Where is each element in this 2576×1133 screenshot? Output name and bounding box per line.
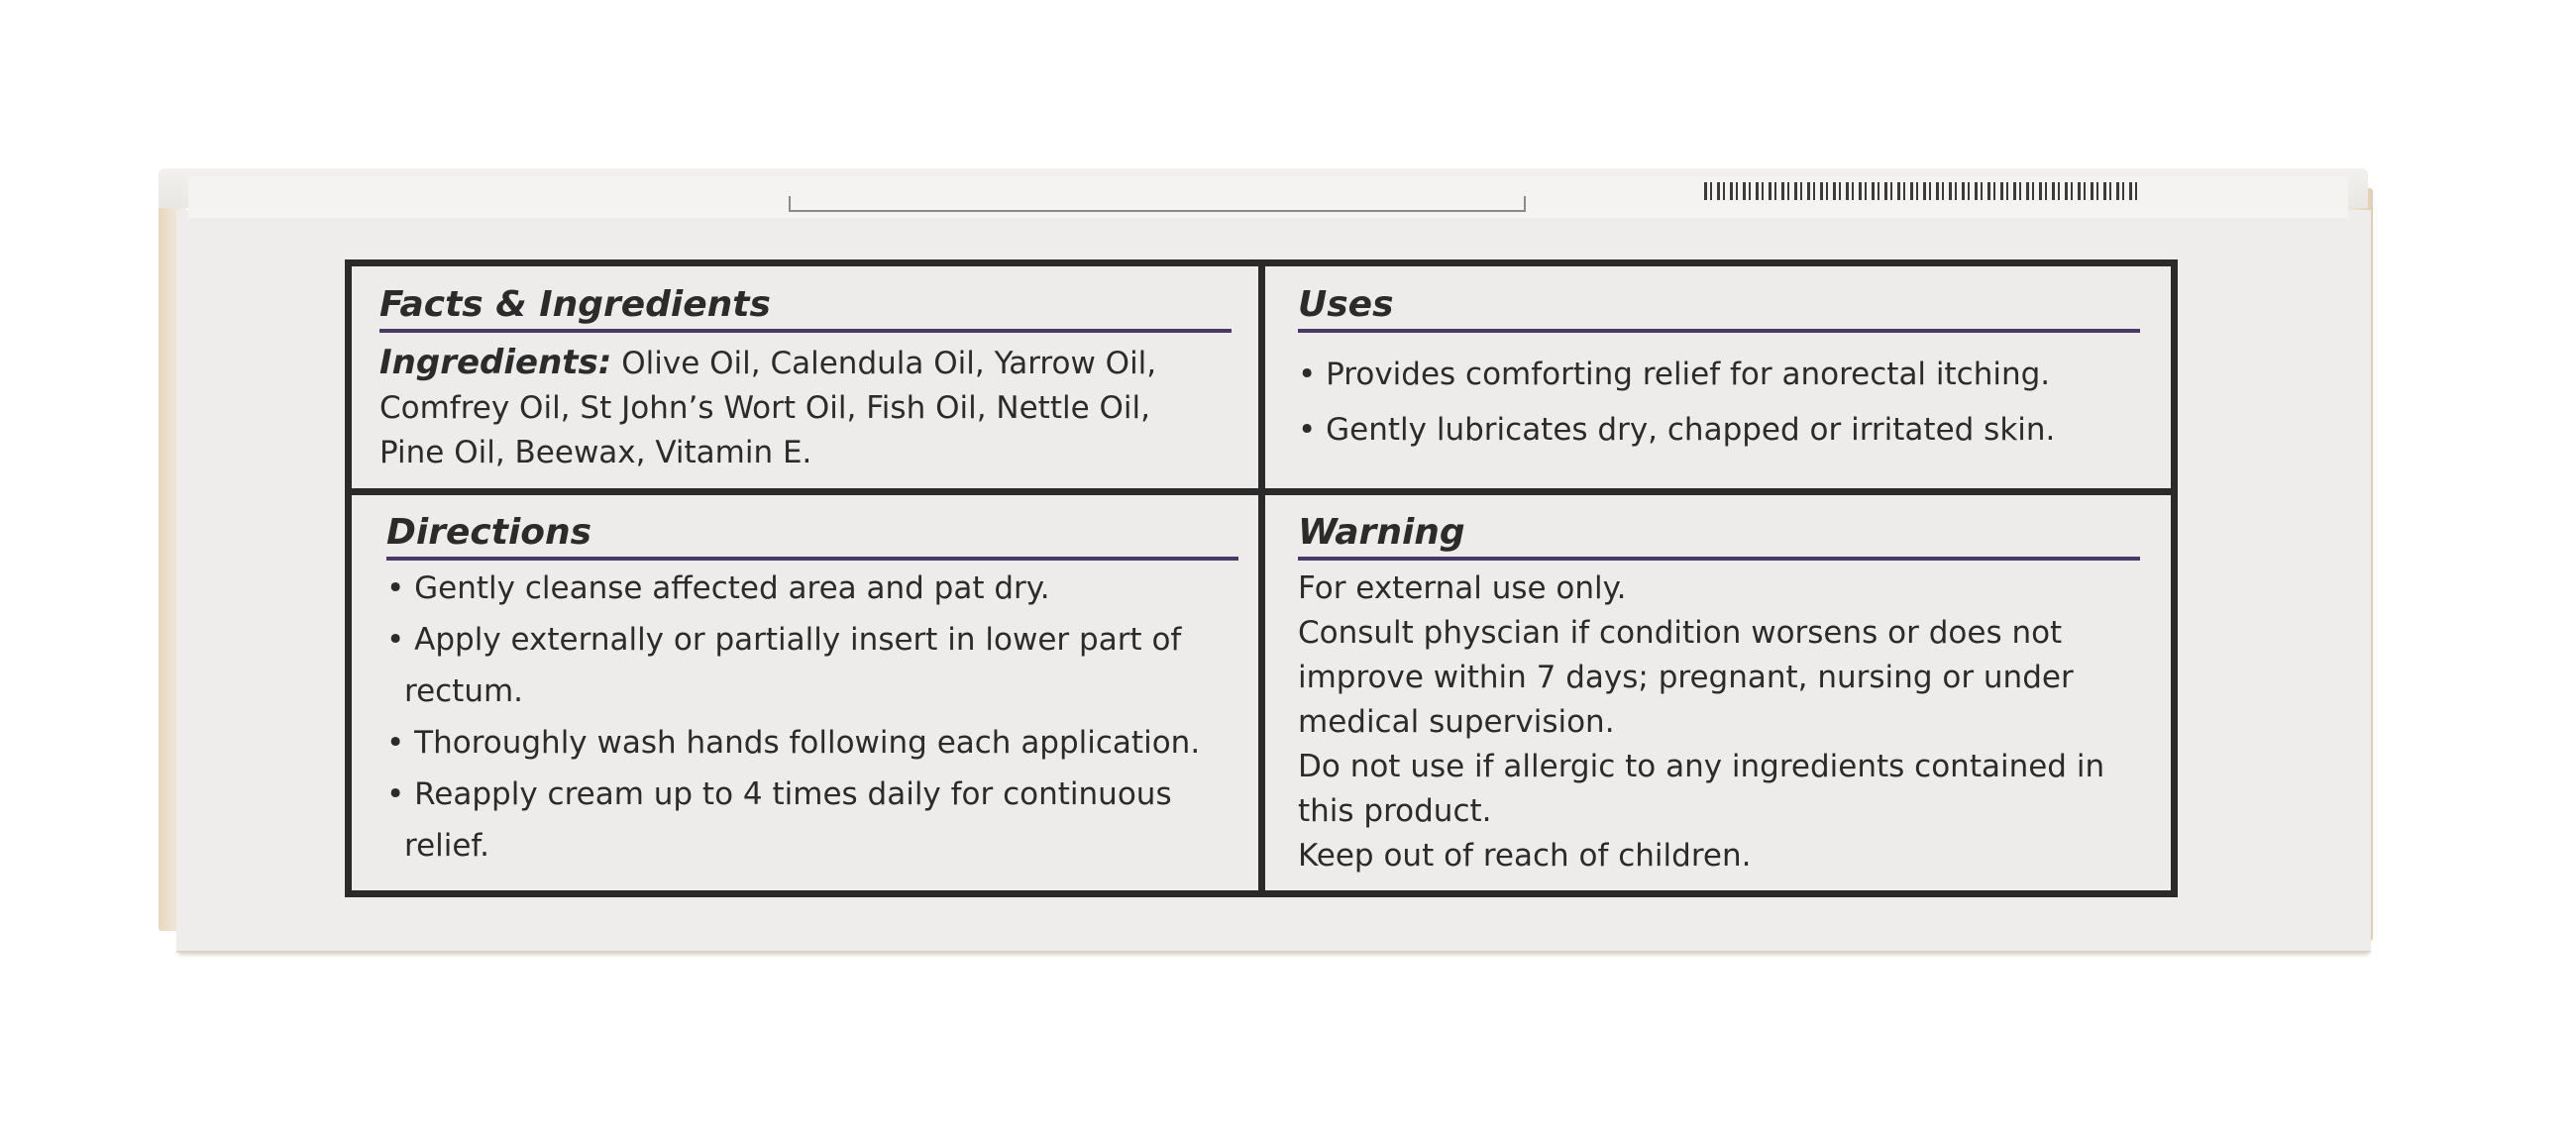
- list-item: • Reapply cream up to 4 times daily for continuous: [386, 776, 1172, 812]
- warning-line: Do not use if allergic to any ingredients contained in: [1298, 749, 2105, 784]
- warning-line: For external use only.: [1298, 570, 1627, 606]
- list-item: rectum.: [404, 673, 524, 709]
- directions-list: [386, 563, 1238, 872]
- warning-heading: Warning: [1298, 512, 2140, 561]
- warning-panel: [1298, 512, 2140, 878]
- list-item: • Gently cleanse affected area and pat dry.: [386, 570, 1050, 606]
- warning-line: medical supervision.: [1298, 704, 1615, 740]
- warning-line: Consult physcian if condition worsens or does not: [1298, 615, 2063, 651]
- ingredients-line: Comfrey Oil, St John’s Wort Oil, Fish Oil, Nettle Oil,: [379, 390, 1150, 426]
- ingredients-text: [379, 341, 1232, 475]
- uses-heading: Uses: [1298, 284, 2140, 333]
- list-item: • Thoroughly wash hands following each application.: [386, 725, 1201, 761]
- directions-panel: [386, 512, 1238, 872]
- uses-list: [1298, 347, 2140, 458]
- ingredients-label: Ingredients:: [379, 343, 612, 382]
- list-item: relief.: [404, 828, 489, 864]
- directions-heading: Directions: [386, 512, 1238, 561]
- warning-line: improve within 7 days; pregnant, nursing or under: [1298, 660, 2074, 695]
- list-item: • Apply externally or partially insert in lower part of: [386, 622, 1182, 658]
- table-divider-vertical: [1258, 266, 1265, 890]
- facts-heading: Facts & Ingredients: [379, 284, 1232, 333]
- warning-line: this product.: [1298, 793, 1492, 829]
- barcode-strip: [1704, 182, 2140, 200]
- facts-panel: [379, 284, 1232, 475]
- ingredients-line: Pine Oil, Beewax, Vitamin E.: [379, 435, 812, 470]
- top-text-frame: [789, 196, 1526, 212]
- uses-panel: [1298, 284, 2140, 458]
- table-divider-horizontal: [352, 488, 2171, 495]
- warning-line: Keep out of reach of children.: [1298, 838, 1752, 874]
- warning-text: [1298, 566, 2140, 878]
- list-item: • Gently lubricates dry, chapped or irritated skin.: [1298, 412, 2056, 448]
- ingredients-line: Olive Oil, Calendula Oil, Yarrow Oil,: [621, 346, 1157, 381]
- info-table: [345, 259, 2178, 897]
- list-item: • Provides comforting relief for anorectal itching.: [1298, 357, 2051, 392]
